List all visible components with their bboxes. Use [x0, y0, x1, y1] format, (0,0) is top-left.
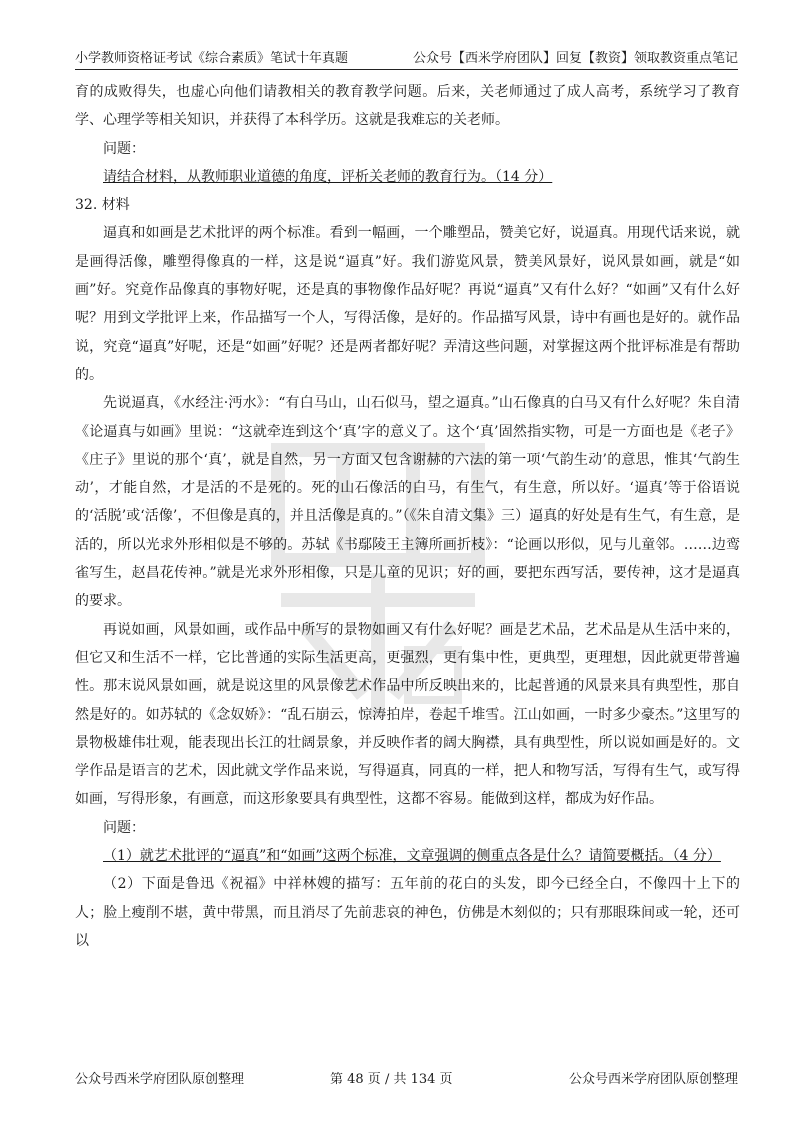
paragraph-ruhua: 再说如画，风景如画，或作品中所写的景物如画又有什么好呢？画是艺术品，艺术品是从生活中来的，但它又和生活不一样，它比普通的实际生活更高，更强烈，更有集中性，更典型，更理想，因此就更带普遍性。那末说风景如画，就是说这里的风景像艺术作品中所反映出来的，比起普通的风景来具有典型性，那自然是好的。如苏轼的《念奴娇》：“乱石崩云，惊涛拍岸，卷起千堆雪。江山如画，一时多少豪杰。”这里写的景物极雄伟壮观，能表现出长江的壮阔景象，并反映作者的阔大胸襟，具有典型性，所以说如画是好的。文学作品是语言的艺术，因此就文学作品来说，写得逼真，同真的一样，把人和物写活，写得有生气，或写得如画，写得形象，有画意，而这形象要具有典型性，这都不容易。能做到这样，都成为好作品。 — [75, 621, 740, 808]
footer-page-number: 第 48 页 / 共 134 页 — [330, 1072, 453, 1087]
footer-right-text: 公众号西米学府团队原创整理 — [568, 1072, 738, 1087]
question-32-1: （1）就艺术批评的“逼真”和“如画”这两个标准，文章强调的侧重点各是什么？请简要概括。（4 分） — [103, 848, 721, 865]
page-body — [75, 78, 740, 955]
footer-left-text: 公众号西米学府团队原创整理 — [75, 1072, 245, 1087]
paragraph-bizhen: 先说逼真，《水经注·沔水》：“有白马山，山石似马，望之逼真。”山石像真的白马又有什么好呢？朱自清《论逼真与如画》里说：“这就牵连到这个‘真’字的意义了。这个‘真’固然指实物，可是一方面也是《老子》《庄子》里说的那个‘真’，就是自然，另一方面又包含谢赫的六法的第一项‘气韵生动’的意思，惟其‘气韵生动’，才能自然，才是活的不是死的。死的山石像活的白马，有生气，有生意，所以好。‘逼真’等于俗语说的‘活脱’或‘活像’，不但像是真的，并且活像是真的。”（《朱自清文集》三）逼真的好处是有生气，有生意，是活的，所以光求外形相似是不够的。苏轼《书鄢陵王主簿所画折枝》：“论画以形似，见与儿童邻。……边鸾雀写生，赵昌花传神。”就是光求外形相像，只是儿童的见识；好的画，要把东西写活，要传神，这才是逼真的要求。 — [75, 395, 740, 610]
question-label: 问题： — [103, 140, 145, 157]
item-32-heading: 32. 材料 — [75, 197, 130, 214]
paragraph-continuation: 育的成败得失，也虚心向他们请教相关的教育教学问题。后来，关老师通过了成人高考，系统学习了教育学、心理学等相关知识，并获得了本科学历。这就是我难忘的关老师。 — [75, 84, 740, 129]
page-header — [75, 40, 738, 70]
question-31-prompt: 请结合材料，从教师职业道德的角度，评析关老师的教育行为。（14 分） — [103, 168, 553, 185]
question-32-2: （2）下面是鲁迅《祝福》中祥林嫂的描写：五年前的花白的头发，即今已经全白，不像四十上下的人；脸上瘦削不堪，黄中带黑，而且消尽了先前悲哀的神色，仿佛是木刻似的；只有那眼珠间或一轮，还可以 — [75, 876, 740, 949]
header-right-text: 公众号【西米学府团队】回复【教资】领取教资重点笔记 — [412, 51, 738, 66]
question-label-2: 问题： — [103, 819, 145, 836]
paragraph-intro: 逼真和如画是艺术批评的两个标准。看到一幅画，一个雕塑品，赞美它好，说逼真。用现代话来说，就是画得活像，雕塑得像真的一样，这是说“逼真”好。我们游览风景，赞美风景好，说风景如画，就是“如画”好。究竟作品像真的事物好呢，还是真的事物像作品好呢？再说“逼真”又有什么好？“如画”又有什么好呢？用到文学批评上来，作品描写一个人，写得活像，是好的。作品描写风景，诗中有画也是好的。就作品说，究竟“逼真”好呢，还是“如画”好呢？还是两者都好呢？弄清这些问题，对掌握这两个批评标准是有帮助的。 — [75, 225, 740, 383]
header-left-text: 小学教师资格证考试《综合素质》笔试十年真题 — [75, 51, 349, 66]
